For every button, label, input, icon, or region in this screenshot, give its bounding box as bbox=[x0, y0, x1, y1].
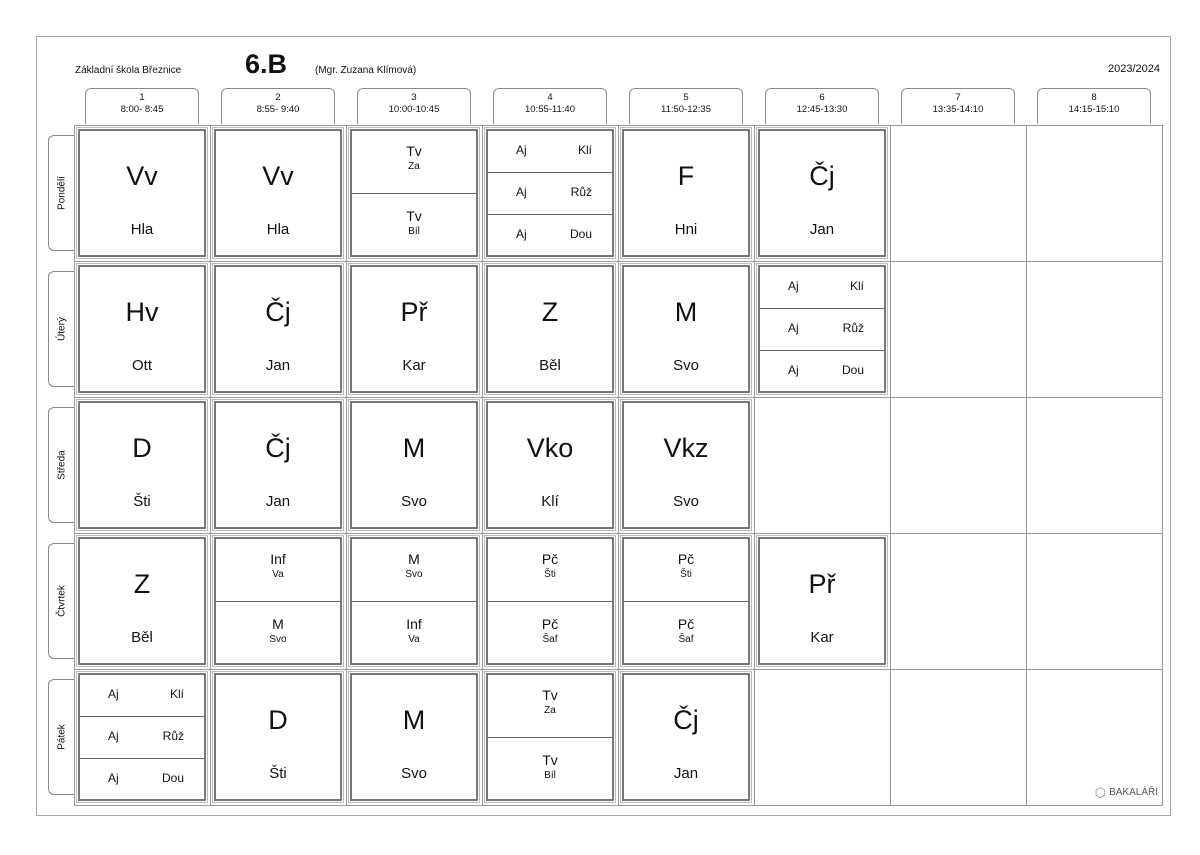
period-time: 11:50-12:35 bbox=[660, 104, 711, 115]
lesson-group bbox=[624, 601, 748, 664]
group-subject: Aj bbox=[108, 770, 119, 785]
lesson-cell[interactable] bbox=[758, 265, 886, 393]
empty-slot bbox=[1026, 533, 1163, 670]
lesson-subject: F bbox=[677, 161, 695, 191]
lesson-teacher: Jan bbox=[809, 221, 835, 238]
period-number: 8 bbox=[1091, 92, 1097, 103]
lesson-subject: Čj bbox=[809, 161, 835, 191]
lesson-subject: M bbox=[674, 297, 698, 327]
period-header bbox=[357, 88, 471, 124]
lesson-subject: Čj bbox=[265, 297, 291, 327]
lesson-group bbox=[488, 539, 612, 601]
lesson-cell[interactable] bbox=[350, 401, 478, 529]
day-label: Úterý bbox=[56, 317, 67, 341]
lesson-group bbox=[488, 737, 612, 800]
lesson-group bbox=[80, 675, 204, 716]
lesson-teacher: Běl bbox=[131, 629, 153, 646]
group-subject: Pč bbox=[541, 551, 559, 567]
lesson-teacher: Kar bbox=[810, 629, 834, 646]
group-teacher: Šti bbox=[680, 569, 692, 580]
group-subject: Aj bbox=[516, 185, 527, 200]
day-label: Čtvrtek bbox=[56, 585, 67, 617]
lesson-teacher: Svo bbox=[673, 357, 699, 374]
lesson-subject: Vv bbox=[126, 161, 158, 191]
group-teacher: Šti bbox=[544, 569, 556, 580]
lesson-cell[interactable] bbox=[622, 129, 750, 257]
lesson-teacher: Šti bbox=[133, 493, 151, 510]
lesson-cell[interactable] bbox=[78, 537, 206, 665]
period-header bbox=[901, 88, 1015, 124]
period-number: 6 bbox=[819, 92, 825, 103]
lesson-group bbox=[760, 350, 884, 391]
group-teacher: Růž bbox=[162, 729, 184, 744]
empty-slot bbox=[890, 261, 1027, 398]
group-subject: Inf bbox=[270, 551, 286, 567]
lesson-subject: Vko bbox=[526, 433, 574, 463]
lesson-cell[interactable] bbox=[214, 537, 342, 665]
empty-slot bbox=[1026, 125, 1163, 262]
lesson-subject: Př bbox=[400, 297, 428, 327]
group-subject: Aj bbox=[108, 687, 119, 701]
lesson-teacher: Svo bbox=[401, 765, 427, 782]
lesson-group bbox=[624, 539, 748, 601]
lesson-subject: Vv bbox=[262, 161, 294, 191]
day-label: Středa bbox=[56, 450, 67, 480]
day-header bbox=[48, 679, 74, 795]
lesson-subject: Hv bbox=[125, 297, 159, 327]
period-time: 13:35-14:10 bbox=[932, 104, 984, 115]
lesson-group bbox=[352, 193, 476, 256]
empty-slot bbox=[890, 397, 1027, 534]
group-teacher: Va bbox=[272, 569, 284, 580]
lesson-cell[interactable] bbox=[622, 265, 750, 393]
lesson-subject: D bbox=[132, 433, 152, 463]
group-teacher: Bíl bbox=[408, 226, 420, 237]
period-time: 14:15-15:10 bbox=[1068, 104, 1120, 115]
group-teacher: Svo bbox=[405, 569, 423, 580]
lesson-cell[interactable] bbox=[350, 265, 478, 393]
lesson-cell[interactable] bbox=[622, 673, 750, 801]
bakalari-logo bbox=[1095, 785, 1158, 801]
lesson-teacher: Kar bbox=[402, 357, 426, 374]
period-time: 8:00- 8:45 bbox=[120, 104, 164, 115]
lesson-cell[interactable] bbox=[214, 401, 342, 529]
lesson-subject: Čj bbox=[265, 433, 291, 463]
period-header bbox=[493, 88, 607, 124]
group-subject: Pč bbox=[677, 551, 695, 567]
group-subject: Inf bbox=[406, 616, 422, 632]
empty-slot bbox=[1026, 261, 1163, 398]
period-number: 3 bbox=[411, 92, 417, 103]
empty-slot bbox=[754, 669, 891, 806]
group-teacher: Šaf bbox=[542, 634, 558, 645]
lesson-subject: M bbox=[402, 433, 426, 463]
group-teacher: Klí bbox=[169, 687, 184, 701]
group-subject: Pč bbox=[677, 616, 695, 632]
lesson-subject: Z bbox=[133, 569, 151, 599]
lesson-subject: Z bbox=[541, 297, 559, 327]
lesson-group bbox=[216, 539, 340, 601]
period-header bbox=[221, 88, 335, 124]
lesson-group bbox=[488, 675, 612, 737]
lesson-cell[interactable] bbox=[214, 265, 342, 393]
period-time: 8:55- 9:40 bbox=[256, 104, 300, 115]
lesson-subject: M bbox=[402, 705, 426, 735]
group-subject: Tv bbox=[406, 208, 422, 224]
empty-slot bbox=[890, 669, 1027, 806]
lesson-cell[interactable] bbox=[350, 537, 478, 665]
group-subject: Aj bbox=[788, 321, 799, 336]
lesson-group bbox=[352, 131, 476, 193]
group-teacher: Klí bbox=[577, 143, 592, 157]
group-subject: Pč bbox=[541, 616, 559, 632]
group-subject: Aj bbox=[788, 279, 799, 293]
lesson-cell[interactable] bbox=[214, 673, 342, 801]
school-year: 2023/2024 bbox=[1108, 63, 1160, 75]
lesson-teacher: Jan bbox=[265, 493, 291, 510]
lesson-cell[interactable] bbox=[214, 129, 342, 257]
lesson-group bbox=[80, 758, 204, 799]
lesson-teacher: Hni bbox=[674, 221, 698, 238]
group-teacher: Za bbox=[544, 705, 556, 716]
group-teacher: Dou bbox=[161, 770, 184, 785]
lesson-cell[interactable] bbox=[486, 673, 614, 801]
lesson-group bbox=[352, 539, 476, 601]
group-subject: Aj bbox=[516, 143, 527, 157]
lesson-cell[interactable] bbox=[758, 129, 886, 257]
lesson-teacher: Jan bbox=[265, 357, 291, 374]
group-teacher: Svo bbox=[269, 634, 287, 645]
period-number: 2 bbox=[275, 92, 281, 103]
group-subject: Tv bbox=[542, 687, 558, 703]
empty-slot bbox=[890, 533, 1027, 670]
lesson-cell[interactable] bbox=[78, 401, 206, 529]
period-number: 4 bbox=[547, 92, 553, 103]
lesson-teacher: Běl bbox=[539, 357, 561, 374]
empty-slot bbox=[754, 397, 891, 534]
lesson-group bbox=[488, 601, 612, 664]
group-teacher: Růž bbox=[842, 321, 864, 336]
lesson-group bbox=[760, 308, 884, 349]
lesson-teacher: Svo bbox=[401, 493, 427, 510]
period-header bbox=[85, 88, 199, 124]
day-label: Pátek bbox=[56, 724, 67, 750]
lesson-group bbox=[488, 214, 612, 255]
group-subject: Aj bbox=[788, 362, 799, 377]
lesson-teacher: Ott bbox=[131, 357, 152, 374]
lesson-subject: Vkz bbox=[663, 433, 709, 463]
day-header bbox=[48, 271, 74, 387]
lesson-cell[interactable] bbox=[486, 537, 614, 665]
group-teacher: Šaf bbox=[678, 634, 694, 645]
group-subject: Aj bbox=[516, 226, 527, 241]
lesson-subject: Čj bbox=[673, 705, 699, 735]
bakalari-logo-icon: ⬡ bbox=[1094, 785, 1107, 800]
period-time: 10:00-10:45 bbox=[388, 104, 440, 115]
group-subject: M bbox=[272, 616, 284, 632]
day-header bbox=[48, 135, 74, 251]
group-teacher: Dou bbox=[841, 362, 864, 377]
period-header bbox=[1037, 88, 1151, 124]
logo-text: BAKALÁŘI bbox=[1109, 787, 1158, 798]
lesson-cell[interactable] bbox=[78, 673, 206, 801]
lesson-cell[interactable] bbox=[350, 673, 478, 801]
lesson-cell[interactable] bbox=[78, 129, 206, 257]
lesson-cell[interactable] bbox=[758, 537, 886, 665]
lesson-cell[interactable] bbox=[486, 265, 614, 393]
day-header bbox=[48, 543, 74, 659]
period-number: 5 bbox=[683, 92, 689, 103]
lesson-teacher: Hla bbox=[266, 221, 290, 238]
lesson-cell[interactable] bbox=[622, 537, 750, 665]
lesson-teacher: Klí bbox=[541, 493, 559, 510]
period-number: 1 bbox=[139, 92, 145, 103]
lesson-group bbox=[488, 172, 612, 213]
group-subject: Tv bbox=[406, 143, 422, 159]
empty-slot bbox=[890, 125, 1027, 262]
period-header bbox=[629, 88, 743, 124]
group-teacher: Růž bbox=[570, 185, 592, 200]
class-teacher: (Mgr. Zuzana Klímová) bbox=[315, 65, 417, 76]
lesson-teacher: Šti bbox=[269, 765, 287, 782]
group-subject: M bbox=[408, 551, 420, 567]
group-teacher: Bíl bbox=[544, 770, 556, 781]
lesson-teacher: Hla bbox=[130, 221, 154, 238]
period-header bbox=[765, 88, 879, 124]
group-teacher: Klí bbox=[849, 279, 864, 293]
lesson-cell[interactable] bbox=[622, 401, 750, 529]
school-name: Základní škola Březnice bbox=[75, 65, 182, 76]
lesson-group bbox=[488, 131, 612, 172]
day-header bbox=[48, 407, 74, 523]
lesson-group bbox=[760, 267, 884, 308]
timetable-frame bbox=[36, 36, 1171, 816]
lesson-cell[interactable] bbox=[78, 265, 206, 393]
period-number: 7 bbox=[955, 92, 961, 103]
lesson-cell[interactable] bbox=[486, 129, 614, 257]
day-label: Pondělí bbox=[56, 176, 67, 210]
lesson-subject: D bbox=[268, 705, 288, 735]
lesson-teacher: Svo bbox=[673, 493, 699, 510]
period-time: 12:45-13:30 bbox=[796, 104, 848, 115]
lesson-cell[interactable] bbox=[350, 129, 478, 257]
lesson-group bbox=[352, 601, 476, 664]
group-teacher: Dou bbox=[569, 226, 592, 241]
empty-slot bbox=[1026, 397, 1163, 534]
lesson-teacher: Jan bbox=[673, 765, 699, 782]
period-time: 10:55-11:40 bbox=[524, 104, 575, 115]
group-teacher: Za bbox=[408, 161, 420, 172]
lesson-group bbox=[216, 601, 340, 664]
lesson-subject: Př bbox=[808, 569, 836, 599]
group-teacher: Va bbox=[408, 634, 420, 645]
group-subject: Aj bbox=[108, 729, 119, 744]
lesson-cell[interactable] bbox=[486, 401, 614, 529]
class-name: 6.B bbox=[245, 49, 288, 79]
lesson-group bbox=[80, 716, 204, 757]
group-subject: Tv bbox=[542, 752, 558, 768]
